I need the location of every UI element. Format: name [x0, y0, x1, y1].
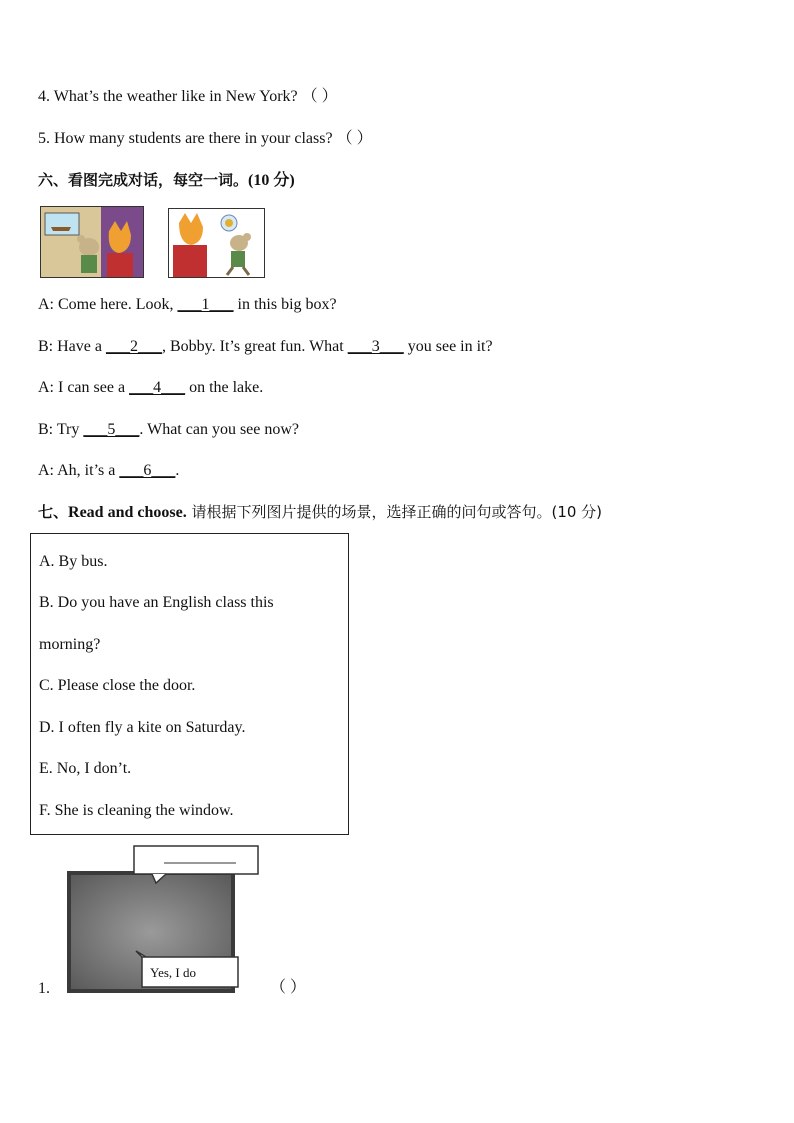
option-d: D. I often fly a kite on Saturday. — [39, 719, 246, 736]
dialog-line-4 — [38, 420, 299, 440]
section-6-heading — [38, 170, 295, 191]
dialog-line-2 — [38, 337, 493, 357]
dialog-line-5 — [38, 461, 179, 481]
option-b: B. Do you have an English class this — [39, 594, 274, 611]
blackboard-picture — [66, 845, 266, 995]
option-a: A. By bus. — [39, 553, 108, 570]
options-box — [30, 533, 349, 835]
dialog-text: B: Have a — [38, 338, 106, 355]
option-e: E. No, I don’t. — [39, 760, 132, 777]
dialog-line-1 — [38, 295, 337, 315]
dialog-text: B: Try — [38, 421, 84, 438]
section-6-title: 六、看图完成对话，每空一词。 — [38, 171, 249, 189]
question-4-text: 4. What’s the weather like in New York? — [38, 88, 298, 105]
dialog-text: on the lake. — [185, 379, 264, 396]
dialog-text: A: I can see a — [38, 379, 130, 396]
dialog-text: . — [175, 462, 180, 479]
dialog-text: A: Come here. Look, — [38, 296, 178, 313]
section-7-number: 七、 — [38, 503, 69, 521]
option-b-continued: morning? — [39, 636, 101, 653]
blank-1[interactable]: ___1___ — [177, 296, 234, 313]
section-7-title-en: Read and choose. — [68, 504, 187, 521]
answer-paren[interactable]: （ ） — [301, 88, 338, 105]
answer-paren[interactable]: （ ） — [336, 130, 373, 147]
cartoon-picture-2 — [168, 208, 265, 278]
blank-3[interactable]: ___3___ — [347, 338, 404, 355]
dialog-text: . What can you see now? — [139, 421, 300, 438]
blank-2[interactable]: ___2___ — [105, 338, 162, 355]
section-7-title-cn: 请根据下列图片提供的场景，选择正确的问句或答句。(10 分) — [186, 503, 603, 521]
option-f: F. She is cleaning the window. — [39, 802, 234, 819]
dialog-text: , Bobby. It’s great fun. What — [161, 338, 348, 355]
section-6-score: (10 分) — [248, 172, 295, 189]
option-c: C. Please close the door. — [39, 677, 196, 694]
dialog-text: A: Ah, it’s a — [38, 462, 120, 479]
dialog-text: you see in it? — [403, 338, 493, 355]
speech-bubble-answer: Yes, I do — [150, 965, 196, 980]
dialog-line-3 — [38, 378, 263, 398]
blank-4[interactable]: ___4___ — [129, 379, 186, 396]
item-1-number: 1. — [38, 980, 50, 997]
question-5-text: 5. How many students are there in your class? — [38, 130, 333, 147]
question-4 — [38, 87, 338, 107]
item-1-answer-paren[interactable]: （ ） — [270, 979, 307, 996]
blank-5[interactable]: ___5___ — [83, 421, 140, 438]
section-7-heading — [38, 502, 602, 523]
question-5 — [38, 129, 373, 149]
dialog-text: in this big box? — [233, 296, 337, 313]
cartoon-picture-1 — [40, 206, 144, 278]
blank-6[interactable]: ___6___ — [119, 462, 176, 479]
